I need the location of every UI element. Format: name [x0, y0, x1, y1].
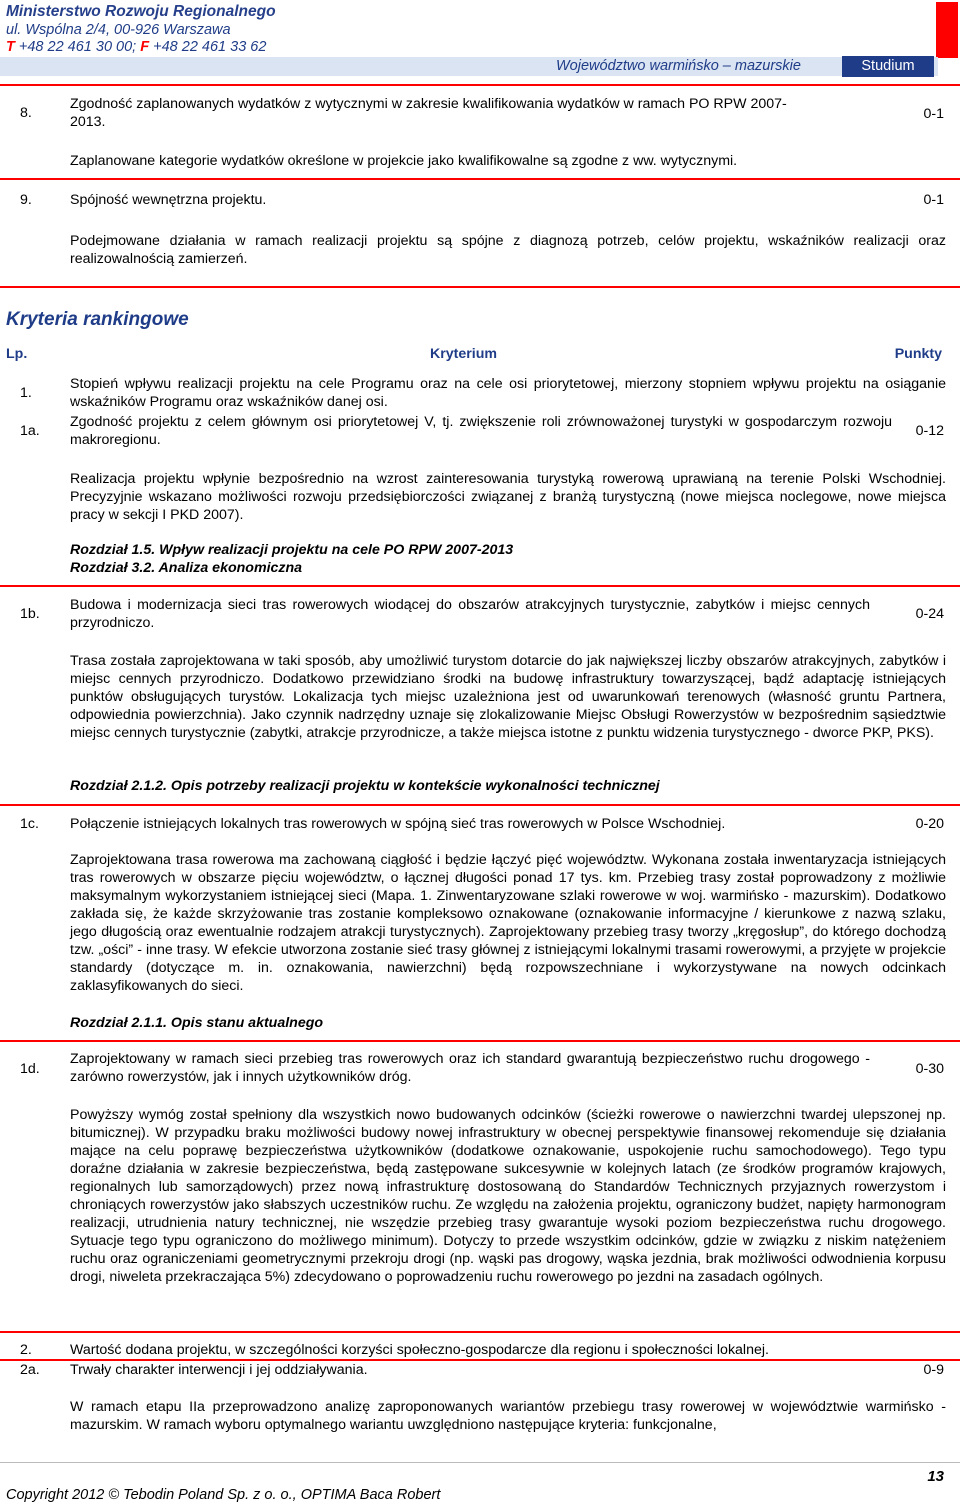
- divider: [0, 804, 960, 806]
- c2a-desc: W ramach etapu IIa przeprowadzono analizę zaproponowanych wariantów przebiegu trasy rowerowej w województwie warmińsko - mazurskim. W ramach wyboru optymalnego wariantu uwzględniono następujące kryteria: funkcjonalne,: [70, 1399, 946, 1433]
- c2-text: Wartość dodana projektu, w szczególności korzyści społeczno-gospodarcze dla regionu i społeczności lokalnej.: [70, 1342, 769, 1358]
- studium-tab: Studium: [842, 56, 934, 77]
- col-criterion: Kryterium: [430, 346, 498, 362]
- divider: [0, 178, 960, 180]
- c1b-text: Budowa i modernizacja sieci tras rowerowych wiodącej do obszarów atrakcyjnych turystycznie, zabytków i miejsc cennych przyrodniczo.: [70, 597, 870, 631]
- footer-copyright: Copyright 2012 © Tebodin Poland Sp. z o. o., OPTIMA Baca Robert: [6, 1487, 441, 1503]
- fax-number: +48 22 461 33 62: [153, 39, 267, 55]
- header-red-block: [936, 2, 958, 58]
- phone-label: T: [6, 39, 15, 55]
- divider: [0, 286, 960, 288]
- section-heading: Kryteria rankingowe: [6, 309, 189, 330]
- c1c-ref: Rozdział 2.1.1. Opis stanu aktualnego: [70, 1015, 324, 1031]
- col-lp: Lp.: [6, 346, 28, 362]
- item-9-title: Spójność wewnętrzna projektu.: [70, 192, 267, 208]
- c1b-number: 1b.: [20, 606, 40, 622]
- c1b-desc: Trasa została zaprojektowana w taki sposób, aby umożliwić turystom dotarcie do jak największej liczby obszarów atrakcyjnych, zabytków i miejsc cennych przyrodniczo. Dodatkowo przewidziano środki na budowę infrastruktury towarzyszącej, bądź adaptację istniejących punktów obsługujących turystów. Lokalizacja tych miejsc uzależniona jest od uwarunkowań terenowych (własność gruntu Partnera, odpowiednia powierzchnia). Jako czynnik nadrzędny uznaje się zlokalizowanie Miejsc Obsługi Rowerzystów w bezpośrednim sąsiedztwie miejsc cennych turystycznie (zabytki, atrakcje przyrodnicze, a także miejsca istotne z punktu widzenia turystycznego - dworce PKP, PKS).: [70, 653, 946, 741]
- c1c-desc: Zaprojektowana trasa rowerowa ma zachowaną ciągłość i będzie łączyć pięć województw. Wykonana została inwentaryzacja istniejących tras rowerowych w obszarze pięciu województw, o łącznej długości ponad 17 tys. km. Przebieg trasy został poprowadzony z możliwie maksymalnym wykorzystaniem istniejącej sieci (Mapa. 1. Zinwentaryzowane szlaki rowerowe w woj. warmińsko - mazurskim). Dodatkowo zakłada się, że każde skrzyżowanie tras zostanie kompleksowo oznakowane (oznakowanie informacyjne / kierunkowe z nazwą szlaku, jego długością oraz ewentualnie rodzajem atrakcji turystycznych). Zaprojektowany przebieg trasy tworzy „kręgosłup”, do którego dochodzą tzw. „ości” - inne trasy. W efekcie utworzona zostanie sieć trasy głównej z istniejącymi lokalnymi trasami rowerowymi, a przyjęte w projekcie standardy (dotyczące m. in. oznakowania, nawierzchni) będą rozpowszechniane i wykorzystywane na nowych odcinkach zaklasyfikowanych do sieci.: [70, 852, 946, 994]
- divider: [0, 1040, 960, 1042]
- c1d-text: Zaprojektowany w ramach sieci przebieg tras rowerowych oraz ich standard gwarantują bezpieczeństwo ruchu drogowego - zarówno rowerzystów, jak i innych użytkowników dróg.: [70, 1051, 870, 1085]
- c1a-text: Zgodność projektu z celem głównym osi priorytetowej V, tj. zwiększenie roli zrównoważonej turystyki w gospodarczym rozwoju makroregionu.: [70, 414, 892, 448]
- c2a-number: 2a.: [20, 1362, 40, 1378]
- divider: [0, 585, 960, 587]
- divider: [0, 1331, 960, 1333]
- c1a-desc: Realizacja projektu wpłynie bezpośrednio na wzrost zainteresowania turystyką rowerową uprawianą na terenie Polski Wschodniej. Precyzyjnie wskazano możliwości rozwoju przedsiębiorczości związanej z branżą turystyczną (nowe miejsca noclegowe, nowe miejsca pracy w sekcji I PKD 2007).: [70, 471, 946, 523]
- item-8-points: 0-1: [923, 106, 944, 122]
- c1b-points: 0-24: [915, 606, 944, 622]
- c1a-points: 0-12: [915, 423, 944, 439]
- footer-divider: [0, 1462, 960, 1463]
- c1c-number: 1c.: [20, 816, 39, 832]
- phone-number: +48 22 461 30 00;: [18, 39, 137, 55]
- item-9-points: 0-1: [923, 192, 944, 208]
- c1-number: 1.: [20, 385, 32, 401]
- item-9-desc: Podejmowane działania w ramach realizacji projektu są spójne z diagnozą potrzeb, celów projektu, wskaźników realizacji oraz realizowalnością zamierzeń.: [70, 233, 946, 267]
- item-8-number: 8.: [20, 105, 32, 121]
- c2a-text: Trwały charakter interwencji i jej oddziaływania.: [70, 1362, 368, 1378]
- divider: [0, 84, 960, 86]
- header-address: ul. Wspólna 2/4, 00-926 Warszawa: [6, 22, 231, 38]
- c1d-number: 1d.: [20, 1061, 40, 1077]
- c1d-points: 0-30: [915, 1061, 944, 1077]
- c1a-ref-1: Rozdział 1.5. Wpływ realizacji projektu na cele PO RPW 2007-2013: [70, 542, 514, 558]
- c2a-points: 0-9: [923, 1362, 944, 1378]
- header-contact: [6, 39, 266, 56]
- c1-text: Stopień wpływu realizacji projektu na cele Programu oraz na cele osi priorytetowej, mierzony stopniem wpływu projektu na osiąganie wskaźników Programu oraz wskaźników danej osi.: [70, 376, 946, 410]
- c1a-number: 1a.: [20, 423, 40, 439]
- item-8-title: Zgodność zaplanowanych wydatków z wytycznymi w zakresie kwalifikowania wydatków w ramach PO RPW 2007- 2013.: [70, 96, 787, 130]
- c1c-points: 0-20: [915, 816, 944, 832]
- c2-number: 2.: [20, 1342, 32, 1358]
- page-number: 13: [927, 1468, 944, 1485]
- c1a-ref-2: Rozdział 3.2. Analiza ekonomiczna: [70, 560, 303, 576]
- c1b-ref: Rozdział 2.1.2. Opis potrzeby realizacji projektu w kontekście wykonalności technicznej: [70, 778, 660, 794]
- header-region: Województwo warmińsko – mazurskie: [556, 58, 801, 74]
- col-points: Punkty: [894, 346, 942, 362]
- c1d-desc: Powyższy wymóg został spełniony dla wszystkich nowo budowanych odcinków (ścieżki rowerowe o nawierzchni twardej ulepszonej np. bitumicznej). W przypadku braku możliwości budowy nowej infrastruktury w obecnej perspektywie finansowej rekomenduje się działania mające na celu poprawę bezpieczeństwa użytkowników (dodatkowe oznakowanie, uspokojenie ruchu samochodowego). Tego typu doraźne działania w zakresie bezpieczeństwa, będą zastępowane sukcesywnie w kolejnych latach (ze środków programów krajowych, regionalnych lub samorządowych) przez nową infrastrukturę dostosowaną do Standardów Technicznych przyjaznych rowerzystom i chroniących rowerzystów jako słabszych uczestników ruchu. Ze względu na założenia projektu, ograniczony budżet, napięty harmonogram realizacji, utrudnienia natury technicznej, nie wszędzie przebieg trasy gwarantuje wysoki poziom bezpieczeństwa ruchu drogowego. Sytuacje tego typu ograniczono do możliwego minimum). Dotyczy to przede wszystkim odcinków, gdzie w związku z niskim natężeniem ruchu oraz ograniczeniami geometrycznymi przekroju drogi (np. wąski pas drogowy, wąska jezdnia, brak możliwości odwodnienia korpusu drogi, niweleta przekraczająca 5%) zdecydowano o poprowadzeniu ruchu rowerowego po jezdni na zasadach ogólnych.: [70, 1107, 946, 1285]
- header-org-name: Ministerstwo Rozwoju Regionalnego: [6, 3, 276, 20]
- item-8-desc: Zaplanowane kategorie wydatków określone w projekcie jako kwalifikowalne są zgodne z ww. wytycznymi.: [70, 153, 738, 169]
- item-9-number: 9.: [20, 192, 32, 208]
- c1c-text: Połączenie istniejących lokalnych tras rowerowych w spójną sieć tras rowerowych w Polsce Wschodniej.: [70, 816, 726, 832]
- fax-label: F: [140, 39, 150, 55]
